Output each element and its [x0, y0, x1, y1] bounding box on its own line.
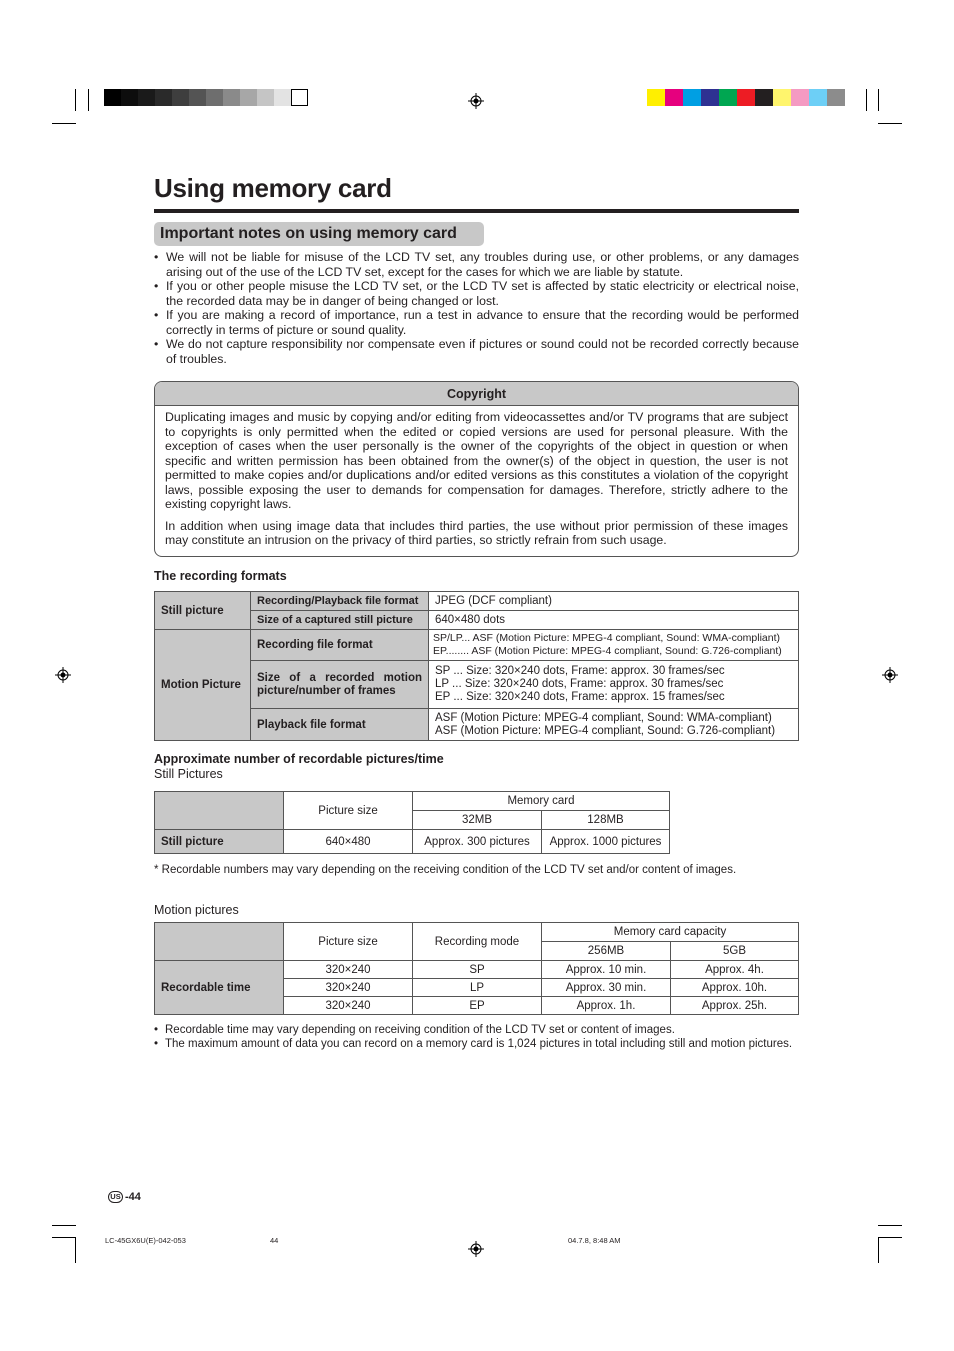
blank-header	[155, 923, 284, 961]
page-title: Using memory card	[154, 173, 392, 203]
row-header-still-picture: Still picture	[155, 830, 284, 854]
color-swatch	[291, 89, 308, 106]
table-cell: SP	[413, 961, 542, 979]
format-label: Recording file format	[251, 630, 429, 661]
table-row	[155, 709, 799, 741]
column-header: 5GB	[671, 942, 799, 961]
color-swatch	[138, 89, 155, 106]
table-row	[155, 792, 670, 811]
registration-mark-icon	[55, 667, 71, 683]
color-swatch	[121, 89, 138, 106]
page-number	[108, 1191, 141, 1203]
column-header: 256MB	[542, 942, 671, 961]
copyright-body	[155, 406, 798, 548]
color-swatch	[257, 89, 274, 106]
region-badge: US	[108, 1191, 123, 1203]
color-swatch	[737, 89, 755, 106]
list-item: • We will not be liable for misuse of the LCD TV set, any troubles during use, or other problems, or any damages arising out of the use of the LCD TV set, except for the cases for which we are liable by statute.	[154, 250, 799, 279]
table-cell: Approx. 30 min.	[542, 979, 671, 997]
color-swatch	[809, 89, 827, 106]
list-item: • We do not capture responsibility nor compensate even if pictures or sound could not be recorded correctly because of troubles.	[154, 337, 799, 366]
copyright-heading: Copyright	[155, 382, 798, 406]
memory-card-header: Memory card	[413, 792, 670, 811]
recording-mode-header: Recording mode	[413, 923, 542, 961]
list-item: • If you or other people misuse the LCD TV set, or the LCD TV set is affected by static electricity or electrical noise, the recorded data may be in danger of being changed or lost.	[154, 279, 799, 308]
page-number-text: -44	[125, 1191, 141, 1203]
still-footnote: * Recordable numbers may vary depending on the receiving condition of the LCD TV set and/or content of images.	[154, 864, 737, 876]
section-heading: Important notes on using memory card	[154, 222, 484, 246]
format-line: ASF (Motion Picture: MPEG-4 compliant, Sound: G.726-compliant)	[435, 724, 776, 737]
notes-list	[154, 250, 799, 366]
table-row	[155, 923, 799, 942]
color-swatch	[791, 89, 809, 106]
color-swatch	[155, 89, 172, 106]
color-swatch	[701, 89, 719, 106]
table-cell: Approx. 25h.	[671, 997, 799, 1015]
format-value: JPEG (DCF compliant)	[429, 592, 799, 611]
table-row	[155, 630, 799, 661]
capacity-header: Memory card capacity	[542, 923, 799, 942]
copyright-paragraph: In addition when using image data that includes third parties, the use without prior permission of these images may constitute an intrusion on the privacy of third parties, so strictly refrain from such usage.	[165, 518, 788, 547]
color-swatch	[172, 89, 189, 106]
table-cell: Approx. 4h.	[671, 961, 799, 979]
color-swatch	[189, 89, 206, 106]
format-line: SP ... Size: 320×240 dots, Frame: approx. 30 frames/sec	[435, 665, 725, 677]
print-file-name: LC-45GX6U(E)-042-053	[105, 1236, 186, 1245]
table-cell: 320×240	[284, 979, 413, 997]
motion-pictures-table	[154, 922, 799, 1015]
format-label: Recording/Playback file format	[251, 592, 429, 611]
format-line: ASF (Motion Picture: MPEG-4 compliant, Sound: WMA-compliant)	[435, 711, 772, 724]
print-date: 04.7.8, 8:48 AM	[568, 1236, 621, 1245]
approx-heading: Approximate number of recordable pictures/time	[154, 752, 444, 766]
table-cell: LP	[413, 979, 542, 997]
color-swatch	[773, 89, 791, 106]
list-item: • Recordable time may vary depending on receiving condition of the LCD TV set or content of images.	[154, 1024, 799, 1038]
column-header: 32MB	[413, 811, 542, 830]
color-swatch	[827, 89, 845, 106]
color-swatch	[223, 89, 240, 106]
format-value	[429, 709, 799, 741]
title-rule	[154, 209, 799, 213]
footer-notes	[154, 1024, 799, 1051]
table-cell: 320×240	[284, 961, 413, 979]
format-label: Size of a captured still picture	[251, 611, 429, 630]
row-header-recordable-time: Recordable time	[155, 961, 284, 1015]
recording-formats-heading: The recording formats	[154, 569, 287, 583]
table-cell: Approx. 1000 pictures	[542, 830, 670, 854]
format-value	[429, 661, 799, 709]
format-line: EP........ ASF (Motion Picture: MPEG-4 compliant, Sound: G.726-compliant)	[433, 645, 782, 657]
picture-size-header: Picture size	[284, 923, 413, 961]
list-item: • The maximum amount of data you can record on a memory card is 1,024 pictures in total including still and motion pictures.	[154, 1038, 799, 1052]
table-row	[155, 961, 799, 979]
table-cell: EP	[413, 997, 542, 1015]
recording-formats-table	[154, 591, 799, 741]
format-value: 640×480 dots	[429, 611, 799, 630]
table-row	[155, 661, 799, 709]
table-cell: Approx. 300 pictures	[413, 830, 542, 854]
motion-pictures-label: Motion pictures	[154, 903, 239, 917]
color-swatch	[755, 89, 773, 106]
color-swatch	[274, 89, 291, 106]
format-label: Size of a recorded motion picture/number of frames	[251, 661, 429, 709]
row-header-motion-picture: Motion Picture	[155, 630, 251, 741]
color-swatch	[683, 89, 701, 106]
color-swatch	[647, 89, 665, 106]
list-item: • If you are making a record of importance, run a test in advance to ensure that the recording would be performed correctly in terms of picture or sound quality.	[154, 308, 799, 337]
table-cell: 640×480	[284, 830, 413, 854]
print-page: 44	[270, 1236, 279, 1245]
table-cell: 320×240	[284, 997, 413, 1015]
column-header: 128MB	[542, 811, 670, 830]
row-header-still-picture: Still picture	[155, 592, 251, 630]
table-cell: Approx. 1h.	[542, 997, 671, 1015]
format-label: Playback file format	[251, 709, 429, 741]
color-swatch	[104, 89, 121, 106]
blank-header	[155, 792, 284, 830]
format-line: EP ... Size: 320×240 dots, Frame: approx. 15 frames/sec	[435, 691, 725, 703]
table-cell: Approx. 10h.	[671, 979, 799, 997]
registration-mark-icon	[468, 93, 484, 109]
table-cell: Approx. 10 min.	[542, 961, 671, 979]
color-swatch	[719, 89, 737, 106]
copyright-box	[154, 381, 799, 557]
registration-mark-icon	[882, 667, 898, 683]
copyright-paragraph: Duplicating images and music by copying and/or editing from videocassettes and/or TV programs that are subject to copyrights is only permitted when the edited or copied versions are used for personal pleasure. With the exception of cases when the user personally is the owner of the copyrights of the object in question or when specific and written permission has been obtained from the owner(s) of the object in question, the user is not permitted to make copies and/or duplications and/or edited versions as this constitutes a violation of the copyright laws, possible exposing the user to demands for compensation for damages. Therefore, strictly adhere to the existing copyright laws.	[165, 410, 788, 511]
format-line: SP/LP... ASF (Motion Picture: MPEG-4 compliant, Sound: WMA-compliant)	[433, 632, 781, 644]
picture-size-header: Picture size	[284, 792, 413, 830]
table-row	[155, 611, 799, 630]
format-line: LP ... Size: 320×240 dots, Frame: approx. 30 frames/sec	[435, 678, 724, 690]
color-swatch	[665, 89, 683, 106]
table-row	[155, 592, 799, 611]
format-value	[429, 630, 799, 661]
color-swatch	[206, 89, 223, 106]
still-pictures-table	[154, 791, 670, 854]
color-swatch	[240, 89, 257, 106]
registration-mark-icon	[468, 1241, 484, 1257]
table-row	[155, 830, 670, 854]
still-pictures-label: Still Pictures	[154, 767, 223, 781]
